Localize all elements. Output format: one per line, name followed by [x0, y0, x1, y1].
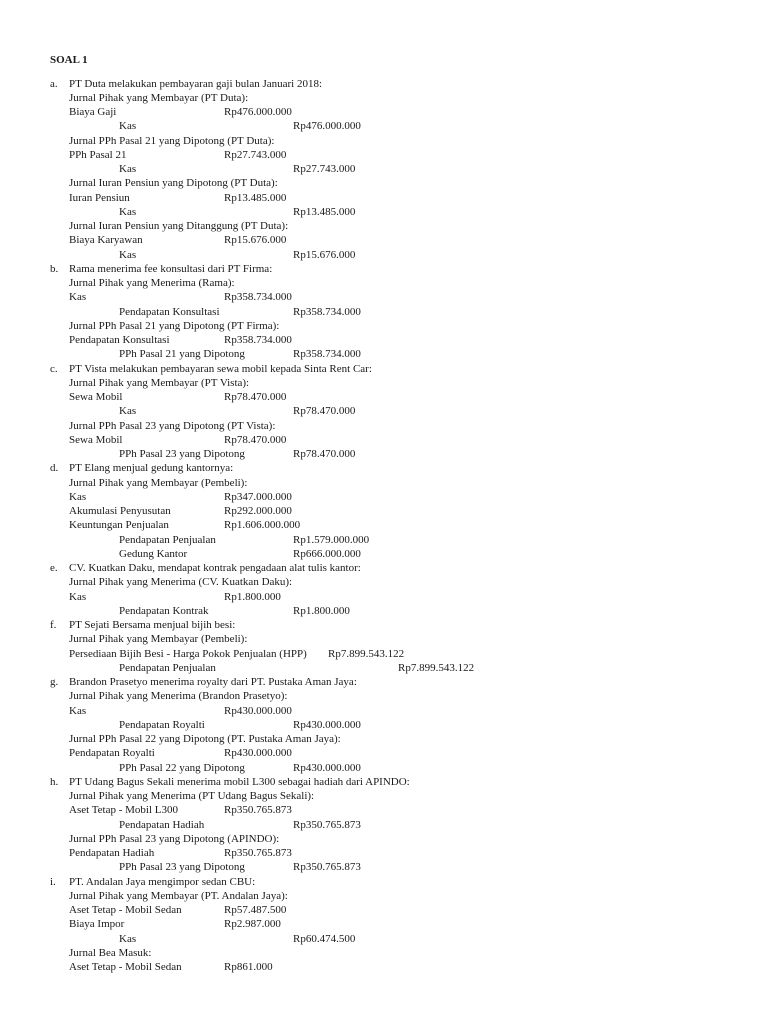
journal-subheading: [0, 575, 768, 589]
credit-entry: [0, 404, 768, 418]
credit-amount: Rp13.485.000: [293, 205, 356, 218]
line-text: Jurnal Bea Masuk:: [69, 946, 152, 959]
journal-subheading: [0, 689, 768, 703]
debit-amount: Rp350.765.873: [224, 804, 292, 817]
line-text: Jurnal Iuran Pensiun yang Ditanggung (PT Duta):: [69, 220, 289, 232]
journal-subheading: [0, 134, 768, 148]
debit-entry: [0, 105, 768, 119]
item-marker: a.: [50, 77, 58, 90]
debit-entry: [0, 490, 768, 504]
debit-amount: Rp476.000.000: [224, 106, 292, 118]
account-name: Sewa Mobil: [69, 391, 123, 403]
account-name: Pendapatan Royalti: [69, 747, 155, 760]
debit-amount: Rp78.470.000: [224, 391, 287, 403]
account-name: Pendapatan Penjualan: [119, 533, 216, 546]
account-name: Aset Tetap - Mobil L300: [69, 804, 179, 817]
debit-entry: [0, 290, 768, 304]
line-text: PT Udang Bagus Sekali menerima mobil L300 sebagai hadiah dari APINDO:: [69, 775, 410, 788]
account-name: Akumulasi Penyusutan: [69, 505, 171, 517]
line-text: PT Duta melakukan pembayaran gaji bulan Januari 2018:: [69, 77, 323, 90]
account-name: Kas: [69, 590, 87, 603]
account-name: Aset Tetap - Mobil Sedan: [69, 904, 182, 916]
account-name: Biaya Gaji: [69, 106, 117, 118]
line-text: Jurnal Pihak yang Menerima (Brandon Prasetyo):: [69, 690, 288, 703]
debit-entry: [0, 903, 768, 917]
account-name: Kas: [69, 704, 87, 717]
debit-amount: Rp13.485.000: [224, 191, 287, 204]
credit-entry: [0, 860, 768, 874]
account-name: Biaya Impor: [69, 918, 125, 931]
debit-amount: Rp1.606.000.000: [224, 519, 301, 532]
line-text: Jurnal Pihak yang Membayar (Pembeli):: [69, 476, 248, 489]
journal-subheading: [0, 476, 768, 490]
journal-subheading: [0, 946, 768, 960]
line-text: Jurnal Pihak yang Menerima (Rama):: [69, 277, 235, 289]
credit-amount: Rp1.800.000: [293, 604, 350, 617]
credit-amount: Rp350.765.873: [293, 818, 361, 831]
debit-amount: Rp350.765.873: [224, 847, 292, 859]
credit-amount: Rp78.470.000: [293, 448, 356, 460]
credit-entry: [0, 818, 768, 832]
debit-amount: Rp57.487.500: [224, 904, 287, 916]
credit-amount: Rp358.734.000: [293, 305, 361, 318]
debit-entry: [0, 917, 768, 931]
journal-subheading: [0, 832, 768, 846]
line-text: Jurnal PPh Pasal 23 yang Dipotong (APINDO):: [69, 832, 280, 845]
item-marker: i.: [50, 875, 56, 888]
debit-entry: [0, 960, 768, 974]
account-name: Pendapatan Konsultasi: [69, 334, 170, 346]
credit-amount: Rp78.470.000: [293, 405, 356, 418]
account-name: Kas: [119, 248, 137, 261]
line-text: Jurnal PPh Pasal 23 yang Dipotong (PT Vista):: [69, 419, 276, 432]
item-marker: d.: [50, 462, 59, 475]
credit-amount: Rp430.000.000: [293, 718, 361, 731]
section-heading: [0, 618, 768, 632]
credit-amount: Rp666.000.000: [293, 547, 361, 560]
debit-amount: Rp861.000: [224, 961, 273, 973]
line-text: Jurnal Pihak yang Membayar (Pembeli):: [69, 633, 248, 646]
account-name: Pendapatan Penjualan: [119, 661, 216, 674]
account-name: Kas: [69, 291, 87, 304]
section-heading: [0, 675, 768, 689]
credit-entry: [0, 205, 768, 219]
item-marker: b.: [50, 262, 59, 275]
debit-entry: [0, 846, 768, 860]
item-marker: g.: [50, 676, 59, 688]
item-marker: f.: [50, 619, 57, 631]
debit-entry: [0, 590, 768, 604]
account-name: PPh Pasal 21 yang Dipotong: [119, 348, 245, 361]
account-name: PPh Pasal 23 yang Dipotong: [119, 448, 245, 460]
section-heading: [0, 362, 768, 376]
account-name: Pendapatan Konsultasi: [119, 305, 220, 318]
account-name: PPh Pasal 21: [69, 148, 127, 161]
credit-entry: [0, 547, 768, 561]
journal-subheading: [0, 276, 768, 290]
line-text: Jurnal PPh Pasal 21 yang Dipotong (PT Firma):: [69, 319, 280, 332]
section-heading: [0, 461, 768, 475]
journal-subheading: [0, 889, 768, 903]
item-marker: h.: [50, 775, 59, 788]
journal-subheading: [0, 419, 768, 433]
line-text: Jurnal Pihak yang Membayar (PT Duta):: [69, 91, 249, 104]
account-name: Kas: [69, 490, 87, 503]
section-heading: [0, 262, 768, 276]
account-name: Pendapatan Kontrak: [119, 604, 209, 617]
journal-subheading: [0, 91, 768, 105]
debit-amount: Rp2.987.000: [224, 918, 281, 931]
line-text: CV. Kuatkan Daku, mendapat kontrak pengadaan alat tulis kantor:: [69, 562, 361, 574]
account-name: Keuntungan Penjualan: [69, 519, 169, 532]
credit-amount: Rp430.000.000: [293, 761, 361, 774]
debit-entry: [0, 191, 768, 205]
account-name: Kas: [119, 163, 137, 175]
credit-entry: [0, 347, 768, 361]
debit-entry: [0, 647, 768, 661]
line-text: Jurnal PPh Pasal 21 yang Dipotong (PT Duta):: [69, 134, 275, 147]
debit-amount: Rp7.899.543.122: [328, 647, 405, 660]
credit-entry: [0, 248, 768, 262]
debit-amount: Rp15.676.000: [224, 234, 287, 247]
credit-amount: Rp350.765.873: [293, 861, 361, 874]
section-heading: [0, 775, 768, 789]
debit-entry: [0, 433, 768, 447]
journal-subheading: [0, 732, 768, 746]
credit-entry: [0, 305, 768, 319]
debit-amount: Rp347.000.000: [224, 490, 292, 503]
line-text: PT. Andalan Jaya mengimpor sedan CBU:: [69, 875, 256, 888]
debit-entry: [0, 803, 768, 817]
section-heading: [0, 77, 768, 91]
debit-entry: [0, 233, 768, 247]
journal-subheading: [0, 376, 768, 390]
credit-entry: [0, 761, 768, 775]
journal-subheading: [0, 176, 768, 190]
journal-subheading: [0, 319, 768, 333]
debit-entry: [0, 390, 768, 404]
credit-amount: Rp476.000.000: [293, 120, 361, 133]
credit-amount: Rp15.676.000: [293, 248, 356, 261]
account-name: Kas: [119, 205, 137, 218]
account-name: Pendapatan Hadiah: [69, 847, 155, 859]
debit-amount: Rp430.000.000: [224, 704, 292, 717]
credit-entry: [0, 604, 768, 618]
debit-entry: [0, 148, 768, 162]
journal-subheading: [0, 632, 768, 646]
account-name: Gedung Kantor: [119, 547, 188, 560]
section-heading: [0, 875, 768, 889]
line-text: PT Vista melakukan pembayaran sewa mobil kepada Sinta Rent Car:: [69, 362, 372, 375]
debit-amount: Rp430.000.000: [224, 747, 292, 760]
account-name: Iuran Pensiun: [69, 191, 130, 204]
account-name: Pendapatan Royalti: [119, 718, 205, 731]
account-name: Biaya Karyawan: [69, 234, 143, 247]
line-text: Jurnal Pihak yang Menerima (CV. Kuatkan Daku):: [69, 576, 293, 589]
debit-entry: [0, 518, 768, 532]
line-text: Brandon Prasetyo menerima royalty dari PT. Pustaka Aman Jaya:: [69, 676, 357, 688]
account-name: PPh Pasal 23 yang Dipotong: [119, 861, 245, 874]
account-name: Aset Tetap - Mobil Sedan: [69, 961, 182, 973]
account-name: Kas: [119, 932, 137, 945]
debit-amount: Rp1.800.000: [224, 590, 281, 603]
line-text: PT Sejati Bersama menjual bijih besi:: [69, 619, 236, 631]
account-name: Sewa Mobil: [69, 433, 123, 446]
item-marker: e.: [50, 562, 58, 574]
debit-entry: [0, 746, 768, 760]
credit-entry: [0, 119, 768, 133]
credit-entry: [0, 932, 768, 946]
account-name: Kas: [119, 120, 137, 133]
credit-entry: [0, 661, 768, 675]
credit-entry: [0, 447, 768, 461]
debit-amount: Rp358.734.000: [224, 334, 292, 346]
account-name: Persediaan Bijih Besi - Harga Pokok Penjualan (HPP): [69, 647, 307, 660]
line-text: Jurnal Pihak yang Menerima (PT Udang Bagus Sekali):: [69, 790, 315, 802]
credit-amount: Rp7.899.543.122: [398, 661, 475, 674]
credit-amount: Rp358.734.000: [293, 348, 361, 361]
debit-entry: [0, 504, 768, 518]
item-marker: c.: [50, 362, 58, 375]
line-text: Jurnal Iuran Pensiun yang Dipotong (PT Duta):: [69, 177, 278, 190]
journal-subheading: [0, 219, 768, 233]
debit-entry: [0, 333, 768, 347]
journal-subheading: [0, 789, 768, 803]
account-name: PPh Pasal 22 yang Dipotong: [119, 761, 245, 774]
credit-amount: Rp27.743.000: [293, 163, 356, 175]
debit-amount: Rp78.470.000: [224, 433, 287, 446]
credit-entry: [0, 162, 768, 176]
credit-amount: Rp60.474.500: [293, 932, 356, 945]
account-name: Kas: [119, 405, 137, 418]
account-name: Pendapatan Hadiah: [119, 818, 205, 831]
debit-entry: [0, 704, 768, 718]
debit-amount: Rp358.734.000: [224, 291, 292, 304]
section-heading: [0, 561, 768, 575]
credit-entry: [0, 533, 768, 547]
credit-entry: [0, 718, 768, 732]
credit-amount: Rp1.579.000.000: [293, 533, 370, 546]
line-text: Jurnal Pihak yang Membayar (PT. Andalan Jaya):: [69, 889, 288, 902]
document-title: SOAL 1: [50, 54, 88, 66]
line-text: Jurnal PPh Pasal 22 yang Dipotong (PT. Pustaka Aman Jaya):: [69, 733, 341, 745]
debit-amount: Rp292.000.000: [224, 505, 292, 517]
debit-amount: Rp27.743.000: [224, 148, 287, 161]
line-text: Jurnal Pihak yang Membayar (PT Vista):: [69, 376, 250, 389]
line-text: Rama menerima fee konsultasi dari PT Firma:: [69, 262, 273, 275]
line-text: PT Elang menjual gedung kantornya:: [69, 462, 234, 475]
